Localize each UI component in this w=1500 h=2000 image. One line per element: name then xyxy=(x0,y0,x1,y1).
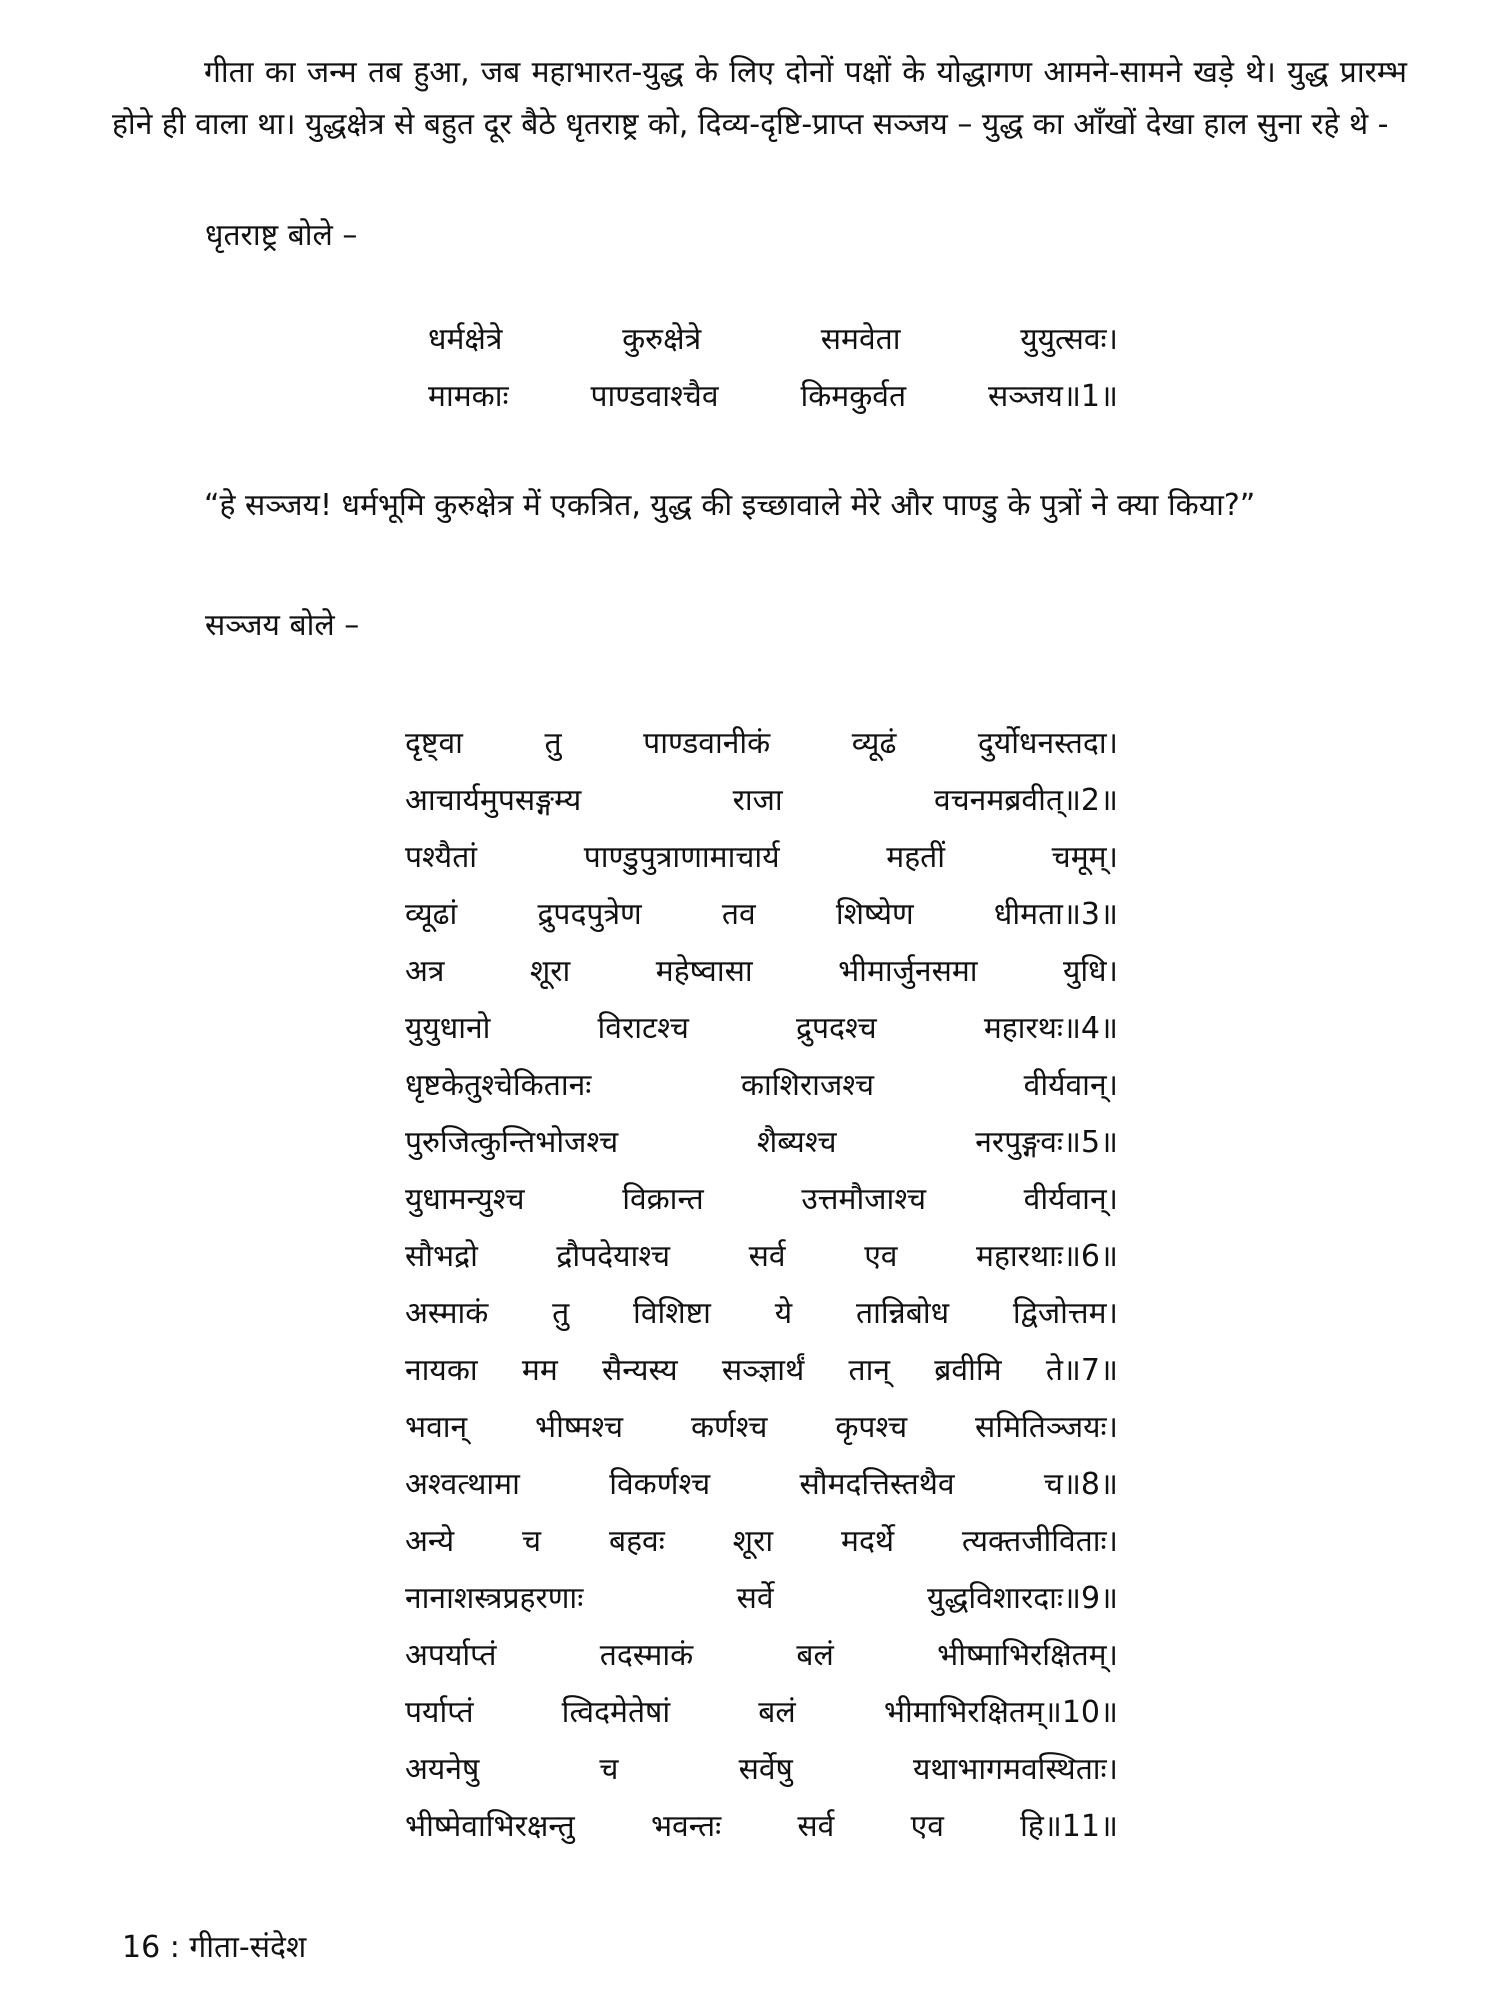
verse-word: महेष्वासा xyxy=(655,954,753,989)
verse-1-block xyxy=(428,311,1118,425)
verse-word: नरपुङ्गवः॥5॥ xyxy=(975,1125,1118,1160)
verse-word: शिष्येण xyxy=(835,897,914,932)
verse-word: तव xyxy=(721,897,756,932)
verse-word: द्विजोत्तम। xyxy=(1012,1296,1118,1331)
verse-line xyxy=(405,715,1118,772)
verse-word: भीष्माभिरक्षितम्। xyxy=(937,1638,1118,1673)
verse-word: व्यूढं xyxy=(851,726,897,761)
verse-word: धृष्टकेतुश्चेकितानः xyxy=(405,1068,592,1103)
verse-word: कर्णश्च xyxy=(690,1410,768,1445)
verse-word: सर्वेषु xyxy=(738,1752,793,1787)
verse-word: नानाशस्त्रप्रहरणाः xyxy=(405,1581,584,1616)
verse-word: अयनेषु xyxy=(405,1752,480,1787)
verse-word: पश्यैतां xyxy=(405,840,478,875)
verse-word: कृपश्च xyxy=(835,1410,908,1445)
verse-word: अस्माकं xyxy=(405,1296,489,1331)
verse-word: भीष्मेवाभिरक्षन्तु xyxy=(405,1809,575,1844)
verse-word: वीर्यवान्। xyxy=(1023,1182,1118,1217)
verse-line xyxy=(428,311,1118,368)
verse-word: दृष्ट्वा xyxy=(405,726,463,761)
verse-word: त्विदमेतेषां xyxy=(561,1695,671,1730)
verse-word: शैब्यश्च xyxy=(756,1125,837,1160)
verse-word: ब्रवीमि xyxy=(934,1353,1002,1388)
verse-line xyxy=(405,1285,1118,1342)
verse-word: हि॥11॥ xyxy=(1020,1809,1118,1844)
verse-word: पुरुजित्कुन्तिभोजश्च xyxy=(405,1125,619,1160)
verse-word: च xyxy=(522,1524,542,1559)
verse-word: भवन्तः xyxy=(650,1809,722,1844)
verse-word: युद्धविशारदाः॥9॥ xyxy=(926,1581,1118,1616)
verse-line xyxy=(405,829,1118,886)
verse-word: विक्रान्त xyxy=(622,1182,704,1217)
verse-word: बलं xyxy=(796,1638,834,1673)
verse-word: नायका xyxy=(405,1353,478,1388)
verse-word: व्यूढां xyxy=(405,897,458,932)
verse-word: सञ्जय॥1॥ xyxy=(988,379,1118,414)
verse-line xyxy=(405,1000,1118,1057)
verse-word: सञ्ज्ञार्थं xyxy=(721,1353,805,1388)
verse-word: मम xyxy=(521,1353,558,1388)
verse-word: पाण्डवाश्चैव xyxy=(590,379,719,414)
verse-word: सर्व xyxy=(748,1239,786,1274)
verse-word: भीमार्जुनसमा xyxy=(838,954,978,989)
verse-word: बहवः xyxy=(608,1524,665,1559)
verse-line xyxy=(405,1114,1118,1171)
verse-word: तान् xyxy=(848,1353,891,1388)
verse-line xyxy=(405,1057,1118,1114)
verse-word: सौमदत्तिस्तथैव xyxy=(799,1467,955,1502)
verse-word: युयुधानो xyxy=(405,1011,491,1046)
verse-line xyxy=(405,1456,1118,1513)
verse-word: राजा xyxy=(732,783,783,818)
verse-word: काशिराजश्च xyxy=(740,1068,875,1103)
verse-word: च॥8॥ xyxy=(1043,1467,1118,1502)
verse-word: शूरा xyxy=(529,954,571,989)
verse-word: पाण्डवानीकं xyxy=(643,726,771,761)
translation-paragraph: “हे सञ्जय! धर्मभूमि कुरुक्षेत्र में एकत्रित, युद्ध की इच्छावाले मेरे और पाण्डु के पुत्रों ने क्या किया?” xyxy=(204,488,1256,523)
verse-word: युधामन्युश्च xyxy=(405,1182,525,1217)
verse-word: सर्वे xyxy=(736,1581,774,1616)
verse-line xyxy=(405,1342,1118,1399)
verse-line xyxy=(405,1741,1118,1798)
verse-word: विराटश्च xyxy=(597,1011,689,1046)
verse-line xyxy=(405,1798,1118,1855)
verse-word: द्रुपदपुत्रेण xyxy=(537,897,642,932)
speaker-sanjaya: सञ्जय बोले – xyxy=(205,608,360,643)
verse-word: चमूम्। xyxy=(1051,840,1118,875)
verse-word: किमकुर्वत xyxy=(800,379,907,414)
verse-word: एव xyxy=(864,1239,898,1274)
verse-word: द्रुपदश्च xyxy=(796,1011,877,1046)
verse-word: वीर्यवान्। xyxy=(1023,1068,1118,1103)
verse-line xyxy=(405,1228,1118,1285)
intro-paragraph: गीता का जन्म तब हुआ, जब महाभारत-युद्ध के लिए दोनों पक्षों के योद्धागण आमने-सामने खड़े थे। युद्ध प्रारम्भ होने ही वाला था। युद्धक्षेत्र से बहुत दूर बैठे धृतराष्ट्र को, दिव्य-दृष्टि-प्राप्त सञ्जय – युद्ध का आँखों देखा हाल सुना रहे थे - xyxy=(112,55,1407,142)
verse-word: सौभद्रो xyxy=(405,1239,478,1274)
verse-word: विशिष्टा xyxy=(633,1296,711,1331)
verse-word: शूरा xyxy=(732,1524,774,1559)
verse-word: भीमाभिरक्षितम्॥10॥ xyxy=(883,1695,1118,1730)
verse-word: अन्ये xyxy=(405,1524,455,1559)
verse-word: तान्निबोध xyxy=(855,1296,950,1331)
verse-word: विकर्णश्च xyxy=(609,1467,711,1502)
verse-word: यथाभागमवस्थिताः। xyxy=(912,1752,1118,1787)
verse-line xyxy=(405,1171,1118,1228)
verse-word: पाण्डुपुत्राणामाचार्य xyxy=(583,840,780,875)
verse-line xyxy=(405,1684,1118,1741)
verses-2-11-block xyxy=(405,715,1118,1855)
speaker-dhritarashtra: धृतराष्ट्र बोले – xyxy=(205,218,358,253)
verse-word: पर्याप्तं xyxy=(405,1695,474,1730)
verse-word: आचार्यमुपसङ्गम्य xyxy=(405,783,582,818)
verse-line xyxy=(428,368,1118,425)
verse-word: बलं xyxy=(758,1695,796,1730)
verse-line xyxy=(405,1513,1118,1570)
verse-word: अत्र xyxy=(405,954,445,989)
verse-word: महतीं xyxy=(886,840,945,875)
verse-line xyxy=(405,772,1118,829)
verse-word: ते॥7॥ xyxy=(1045,1353,1118,1388)
verse-word: भीष्मश्च xyxy=(535,1410,624,1445)
verse-word: धर्मक्षेत्रे xyxy=(428,322,503,357)
verse-word: अपर्याप्तं xyxy=(405,1638,497,1673)
verse-word: महारथः॥4॥ xyxy=(983,1011,1118,1046)
verse-word: दुर्योधनस्तदा। xyxy=(977,726,1118,761)
verse-word: तु xyxy=(544,726,562,761)
verse-word: वचनमब्रवीत्॥2॥ xyxy=(933,783,1118,818)
verse-word: युयुत्सवः। xyxy=(1020,322,1118,357)
verse-word: भवान् xyxy=(405,1410,468,1445)
verse-line xyxy=(405,1570,1118,1627)
verse-word: धीमता॥3॥ xyxy=(993,897,1118,932)
verse-line xyxy=(405,886,1118,943)
verse-line xyxy=(405,1627,1118,1684)
verse-word: अश्वत्थामा xyxy=(405,1467,520,1502)
verse-word: मदर्थे xyxy=(841,1524,895,1559)
verse-word: महारथाः॥6॥ xyxy=(976,1239,1118,1274)
verse-word: समवेता xyxy=(820,322,901,357)
verse-word: सर्व xyxy=(797,1809,835,1844)
verse-word: तदस्माकं xyxy=(599,1638,694,1673)
verse-line xyxy=(405,1399,1118,1456)
verse-line xyxy=(405,943,1118,1000)
verse-word: द्रौपदेयाश्च xyxy=(556,1239,671,1274)
verse-word: एव xyxy=(910,1809,944,1844)
verse-word: च xyxy=(599,1752,619,1787)
verse-word: युधि। xyxy=(1062,954,1118,989)
verse-word: उत्तमौजाश्च xyxy=(801,1182,927,1217)
verse-word: त्यक्तजीविताः। xyxy=(961,1524,1118,1559)
verse-word: समितिञ्जयः। xyxy=(975,1410,1118,1445)
verse-word: तु xyxy=(552,1296,570,1331)
verse-word: मामकाः xyxy=(428,379,509,414)
verse-word: ये xyxy=(774,1296,793,1331)
page-footer: 16 : गीता-संदेश xyxy=(122,1930,307,1965)
verse-word: सैन्यस्य xyxy=(602,1353,678,1388)
verse-word: कुरुक्षेत्रे xyxy=(622,322,702,357)
